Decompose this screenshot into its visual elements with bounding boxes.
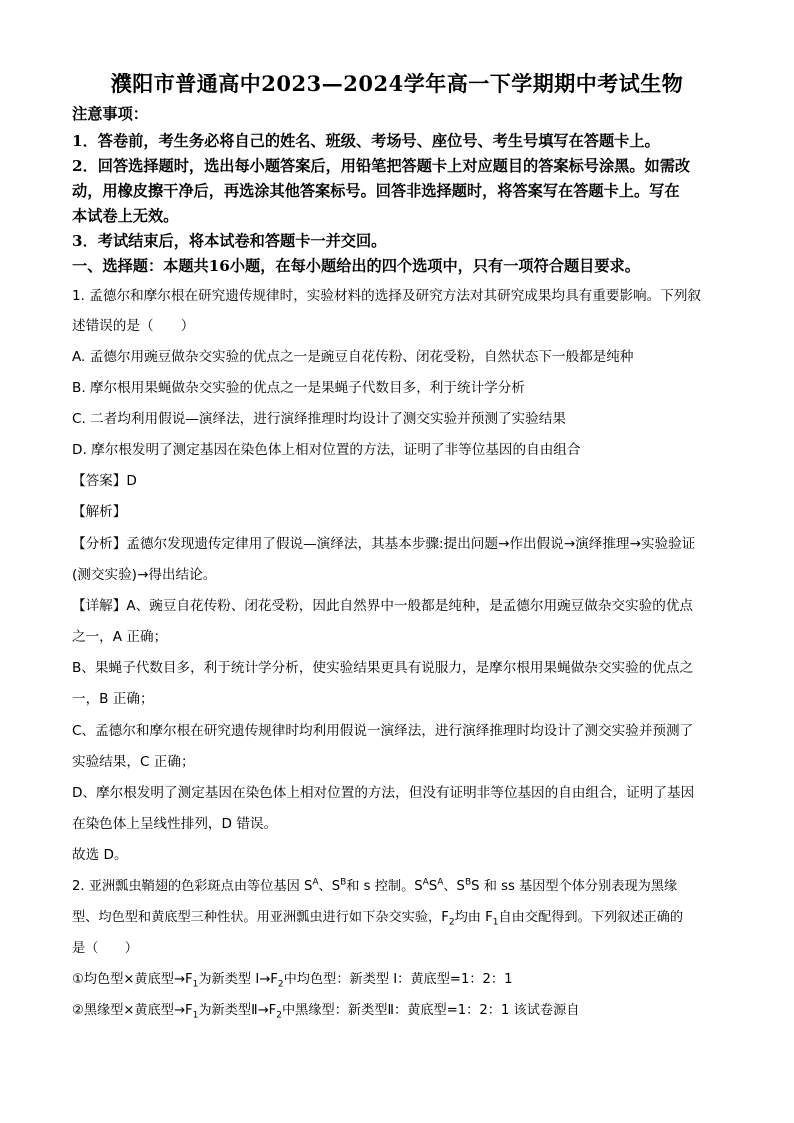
notice-item-1: 1．答卷前，考生务必将自己的姓名、班级、考场号、座位号、考生号填写在答题卡上。	[72, 132, 660, 150]
notice-item-3: 3．考试结束后，将本试卷和答题卡一并交回。	[72, 232, 387, 250]
notice-heading: 注意事项：	[72, 105, 148, 123]
q1-detail-line1: 【详解】A、豌豆自花传粉、闭花受粉，因此自然界中一般都是纯种，是孟德尔用豌豆做杂交实验的优点	[72, 598, 694, 614]
q1-detail-line7: D、摩尔根发明了测定基因在染色体上相对位置的方法，但没有证明非等位基因的自由组合，证明了基因	[72, 785, 695, 801]
q1-option-d: D. 摩尔根发明了测定基因在染色体上相对位置的方法，证明了非等位基因的自由组合	[72, 442, 581, 458]
q1-option-b: B. 摩尔根用果蝇做杂交实验的优点之一是果蝇子代数目多，利于统计学分析	[72, 380, 525, 396]
q1-option-c: C. 二者均利用假说—演绎法，进行演绎推理时均设计了测交实验并预测了实验结果	[72, 411, 566, 427]
q1-detail-line4: 一，B 正确；	[72, 691, 154, 707]
q1-stem-line1: 1. 孟德尔和摩尔根在研究遗传规律时，实验材料的选择及研究方法对其研究成果均具有重要影响。下列叙	[72, 288, 702, 304]
q1-detail-line6: 实验结果，C 正确；	[72, 754, 195, 770]
q2-stem-line3: 是（ ）	[72, 941, 138, 956]
q1-analysis-line1: 【分析】孟德尔发现遗传定律用了假说—演绎法，其基本步骤:提出问题→作出假说→演绎推理→实验验证	[72, 536, 696, 552]
q1-detail-line8: 在染色体上呈线性排列，D 错误。	[72, 816, 278, 832]
q2-experiment-1: ①均色型×黄底型$\to F_1$为新类型 $I\to F_2$中均色型：新类型 I：黄底型=1：2：1	[72, 972, 513, 987]
q2-stem-line2: 型、均色型和黄底型三种性状。用亚洲瓢虫进行如下杂交实验，$F_2$均由 $F_1$自由交配得到。下列叙述正确的	[72, 910, 684, 925]
q1-detail-line3: B、果蝇子代数目多，利于统计学分析，使实验结果更具有说服力，是摩尔根用果蝇做杂交实验的优点之	[72, 660, 694, 676]
notice-item-2-cont: 动，用橡皮擦干净后，再选涂其他答案标号。回答非选择题时，将答案写在答题卡上。写在	[72, 182, 680, 200]
q1-detail-line5: C、孟德尔和摩尔根在研究遗传规律时均利用假说一演绎法，进行演绎推理时均设计了测交实验并预测了	[72, 723, 694, 739]
q1-option-a: A. 孟德尔用豌豆做杂交实验的优点之一是豌豆自花传粉、闭花受粉，自然状态下一般都是纯种	[72, 349, 634, 365]
q1-conclusion: 故选 D。	[72, 847, 128, 863]
q1-detail-line2: 之一，A 正确；	[72, 629, 168, 645]
notice-item-2-end: 本试卷上无效。	[72, 207, 179, 225]
q2-experiment-2: ②黑缘型×黄底型$\to F_1$为新类型$Ⅱ\to F_2$中黑缘型：新类型Ⅱ：黄底型=1：2：1 该试卷源自	[72, 1003, 580, 1018]
exam-title: 濮阳市普通高中2023—2024学年高一下学期期中考试生物	[110, 71, 684, 96]
q1-analysis-line2: (测交实验)→得出结论。	[72, 567, 217, 583]
q2-stem-line1: 2. 亚洲瓢虫鞘翅的色彩斑点由等位基因 $S^A$、$S^B$和 s 控制。$S^AS^A$、$S^BS$ 和 ss 基因型个体分别表现为黑缘	[72, 877, 678, 894]
notice-item-2: 2．回答选择题时，选出每小题答案后，用铅笔把答题卡上对应题目的答案标号涂黑。如需改	[72, 157, 691, 175]
q1-stem-line2: 述错误的是（ ）	[72, 318, 195, 334]
q1-analysis-label: 【解析】	[72, 504, 127, 520]
section-heading: 一、选择题：本题共16小题，在每小题给出的四个选项中，只有一项符合题目要求。	[72, 257, 640, 275]
q1-answer: 【答案】D	[72, 473, 137, 489]
